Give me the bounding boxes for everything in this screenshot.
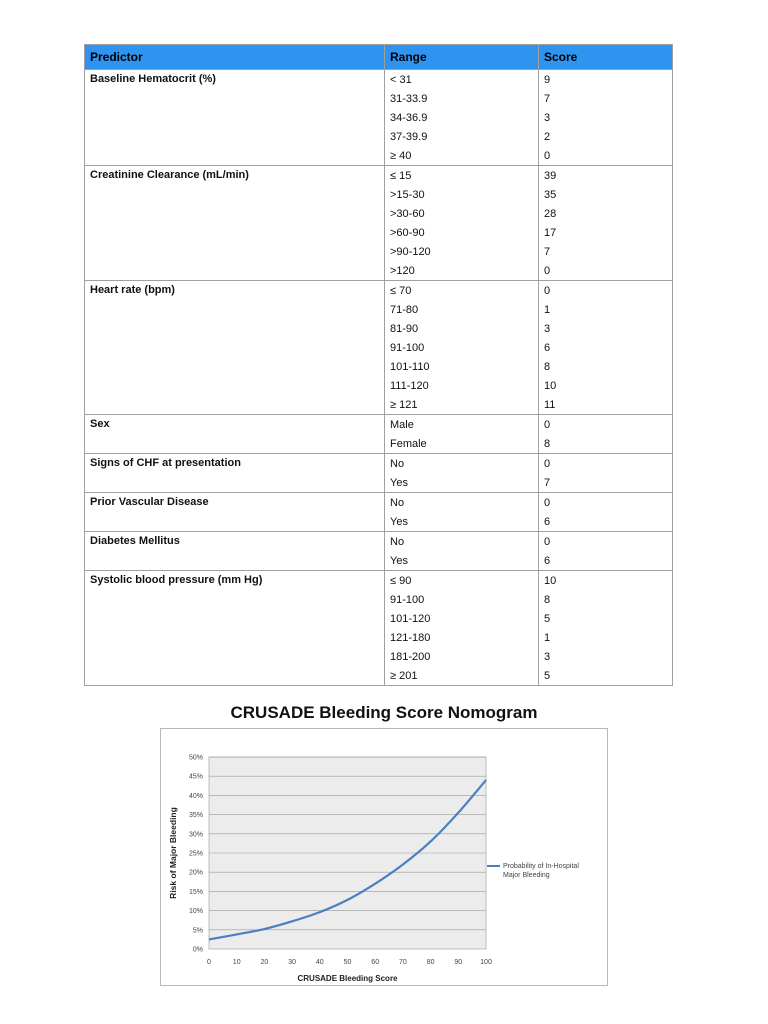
range-cell: 37-39.9 [385, 127, 539, 146]
range-cell: Yes [385, 473, 539, 493]
range-cell: ≥ 40 [385, 146, 539, 166]
y-tick-label: 25% [188, 850, 203, 858]
score-cell: 0 [539, 532, 673, 552]
x-tick-label: 80 [426, 959, 435, 966]
score-cell: 6 [539, 551, 673, 571]
range-cell: 31-33.9 [385, 89, 539, 108]
score-cell: 35 [539, 185, 673, 204]
score-cell: 7 [539, 473, 673, 493]
range-cell: 121-180 [385, 628, 539, 647]
header-range: Range [385, 45, 539, 70]
x-tick-label: 20 [260, 959, 269, 966]
predictor-cell: Systolic blood pressure (mm Hg) [85, 571, 385, 686]
score-cell: 0 [539, 281, 673, 301]
range-cell: 91-100 [385, 590, 539, 609]
range-cell: Female [385, 434, 539, 454]
table-row [85, 281, 673, 301]
score-cell: 1 [539, 300, 673, 319]
range-cell: >90-120 [385, 242, 539, 261]
y-axis-label: Risk of Major Bleeding [168, 807, 178, 899]
y-tick-label: 30% [188, 831, 203, 839]
score-cell: 0 [539, 454, 673, 474]
table-row [85, 70, 673, 90]
range-cell: 101-110 [385, 357, 539, 376]
score-cell: 9 [539, 70, 673, 90]
header-score: Score [539, 45, 673, 70]
range-cell: No [385, 454, 539, 474]
table-row [85, 415, 673, 435]
range-cell: >30-60 [385, 204, 539, 223]
range-cell: 91-100 [385, 338, 539, 357]
range-cell: 71-80 [385, 300, 539, 319]
table-row [85, 532, 673, 552]
range-cell: 81-90 [385, 319, 539, 338]
score-cell: 10 [539, 571, 673, 591]
x-tick-label: 30 [288, 959, 296, 966]
score-cell: 3 [539, 108, 673, 127]
x-tick-label: 100 [480, 959, 492, 966]
x-tick-label: 40 [315, 959, 324, 966]
table-header-row [85, 45, 673, 70]
y-tick-label: 5% [192, 927, 203, 935]
table-row [85, 571, 673, 591]
y-tick-label: 50% [188, 754, 203, 762]
range-cell: ≤ 15 [385, 166, 539, 186]
predictor-cell: Heart rate (bpm) [85, 281, 385, 415]
score-cell: 8 [539, 357, 673, 376]
score-cell: 2 [539, 127, 673, 146]
score-cell: 39 [539, 166, 673, 186]
x-tick-label: 0 [207, 959, 211, 966]
score-cell: 5 [539, 609, 673, 628]
table-row [85, 493, 673, 513]
range-cell: Yes [385, 512, 539, 532]
range-cell: 34-36.9 [385, 108, 539, 127]
score-cell: 3 [539, 319, 673, 338]
score-cell: 0 [539, 493, 673, 513]
score-cell: 8 [539, 434, 673, 454]
table-row [85, 166, 673, 186]
x-axis-label: CRUSADE Bleeding Score [297, 974, 398, 983]
legend-label-line: Major Bleeding [503, 872, 550, 879]
range-cell: Male [385, 415, 539, 435]
score-cell: 10 [539, 376, 673, 395]
score-cell: 3 [539, 647, 673, 666]
range-cell: No [385, 493, 539, 513]
predictor-cell: Baseline Hematocrit (%) [85, 70, 385, 166]
y-tick-label: 0% [192, 946, 203, 954]
legend-label [503, 863, 579, 879]
range-cell: < 31 [385, 70, 539, 90]
range-cell: >120 [385, 261, 539, 281]
predictor-cell: Prior Vascular Disease [85, 493, 385, 532]
y-tick-label: 40% [188, 792, 203, 800]
x-tick-label: 10 [232, 959, 241, 966]
score-cell: 7 [539, 89, 673, 108]
x-tick-label: 70 [399, 959, 407, 966]
x-tick-label: 50 [343, 959, 352, 966]
range-cell: 101-120 [385, 609, 539, 628]
y-tick-label: 10% [188, 908, 203, 916]
range-cell: >15-30 [385, 185, 539, 204]
score-cell: 28 [539, 204, 673, 223]
score-cell: 5 [539, 666, 673, 686]
predictor-cell: Sex [85, 415, 385, 454]
predictor-cell: Signs of CHF at presentation [85, 454, 385, 493]
x-tick-label: 60 [371, 959, 380, 966]
legend-label-line: Probability of In-Hospital [503, 863, 579, 870]
y-tick-label: 20% [188, 869, 203, 877]
range-cell: Yes [385, 551, 539, 571]
range-cell: >60-90 [385, 223, 539, 242]
nomogram-chart [160, 728, 608, 986]
y-tick-label: 45% [188, 773, 203, 781]
y-tick-label: 15% [188, 888, 203, 896]
table-row [85, 454, 673, 474]
range-cell: 181-200 [385, 647, 539, 666]
crusade-score-table [84, 44, 673, 686]
score-cell: 1 [539, 628, 673, 647]
score-cell: 0 [539, 415, 673, 435]
range-cell: No [385, 532, 539, 552]
score-cell: 6 [539, 338, 673, 357]
y-tick-label: 35% [188, 812, 203, 820]
score-cell: 8 [539, 590, 673, 609]
range-cell: ≥ 201 [385, 666, 539, 686]
range-cell: ≥ 121 [385, 395, 539, 415]
predictor-cell: Diabetes Mellitus [85, 532, 385, 571]
chart-svg [161, 729, 607, 985]
score-cell: 0 [539, 146, 673, 166]
score-cell: 7 [539, 242, 673, 261]
score-cell: 0 [539, 261, 673, 281]
header-predictor: Predictor [85, 45, 385, 70]
x-tick-label: 90 [454, 959, 463, 966]
score-cell: 17 [539, 223, 673, 242]
range-cell: ≤ 70 [385, 281, 539, 301]
score-cell: 6 [539, 512, 673, 532]
chart-title: CRUSADE Bleeding Score Nomogram [230, 703, 538, 722]
table-body [85, 70, 673, 686]
range-cell: 111-120 [385, 376, 539, 395]
predictor-cell: Creatinine Clearance (mL/min) [85, 166, 385, 281]
range-cell: ≤ 90 [385, 571, 539, 591]
score-cell: 11 [539, 395, 673, 415]
